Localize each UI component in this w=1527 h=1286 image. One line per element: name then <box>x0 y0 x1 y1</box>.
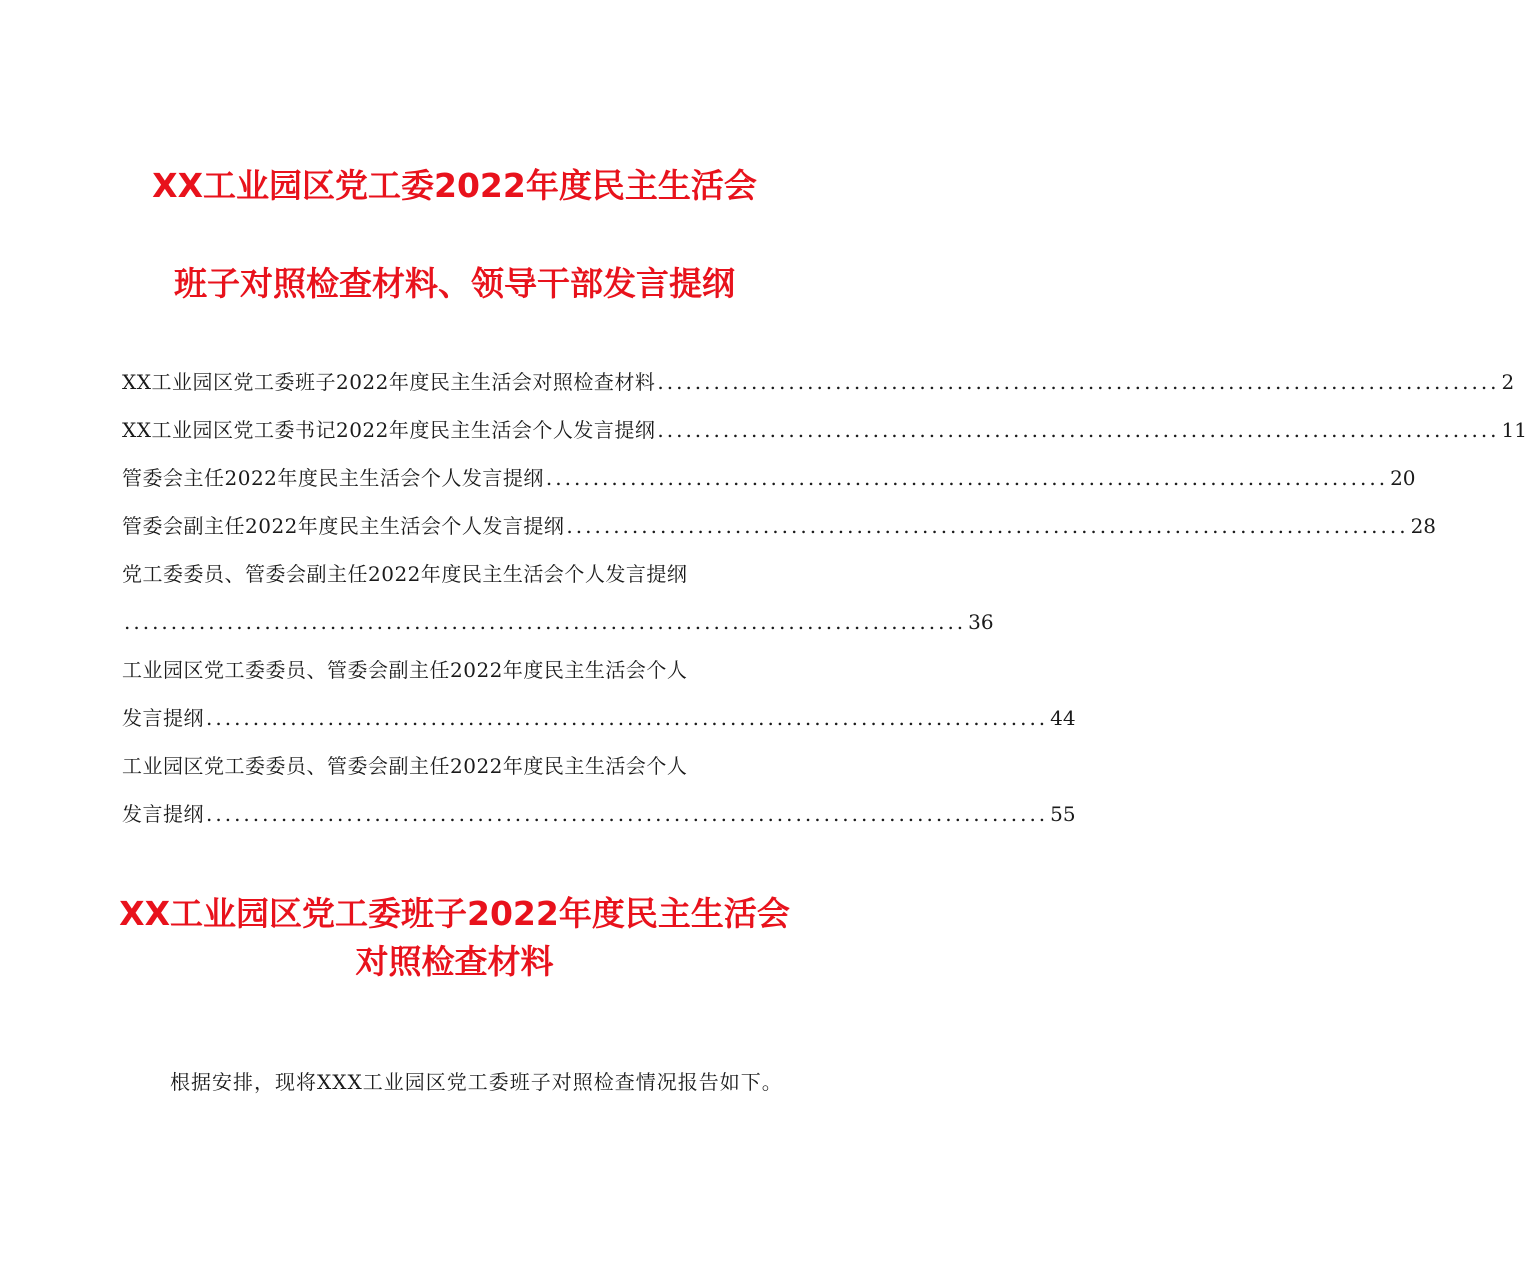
toc-entry-text: 工业园区党工委委员、管委会副主任2022年度民主生活会个人 <box>122 754 688 778</box>
toc-page-number: 44 <box>1050 706 1076 730</box>
document-title-line-1: XX工业园区党工委2022年度民主生活会 <box>152 166 757 205</box>
toc-entry-text: 党工委委员、管委会副主任2022年度民主生活会个人发言提纲 <box>122 562 688 586</box>
toc-entry-continued[interactable] <box>122 602 994 650</box>
toc-entry-text: 管委会副主任2022年度民主生活会个人发言提纲 <box>122 514 565 538</box>
table-of-contents <box>122 362 1527 842</box>
toc-page-number: 2 <box>1501 370 1515 394</box>
toc-page-number: 36 <box>968 610 994 634</box>
toc-page-number: 28 <box>1410 514 1437 538</box>
toc-leader-dots: .......................................................................................... <box>545 466 1389 490</box>
toc-entry-text: 发言提纲 <box>122 706 204 730</box>
toc-entry-text: 工业园区党工委委员、管委会副主任2022年度民主生活会个人 <box>122 658 688 682</box>
toc-entry[interactable] <box>122 650 798 698</box>
toc-page-number: 55 <box>1050 802 1076 826</box>
toc-page-number: 20 <box>1390 466 1416 490</box>
toc-entry[interactable] <box>122 746 798 794</box>
toc-entry[interactable] <box>122 362 1515 410</box>
document-title-line-2: 班子对照检查材料、领导干部发言提纲 <box>174 264 735 303</box>
toc-entry-continued[interactable] <box>122 698 1076 746</box>
toc-entry[interactable] <box>122 506 1437 554</box>
toc-entry[interactable] <box>122 554 798 602</box>
toc-leader-dots: .......................................................................................... <box>657 370 1500 394</box>
body-paragraph: 根据安排，现将XXX工业园区党工委班子对照检查情况报告如下。 <box>170 1070 783 1094</box>
toc-entry-continued[interactable] <box>122 794 1076 842</box>
toc-leader-dots: .......................................................................................... <box>206 802 1049 826</box>
toc-entry[interactable] <box>122 458 1416 506</box>
toc-leader-dots: .......................................................................................... <box>206 706 1049 730</box>
toc-entry-text: 管委会主任2022年度民主生活会个人发言提纲 <box>122 466 544 490</box>
toc-page-number: 11 <box>1501 418 1527 442</box>
toc-entry-text: 发言提纲 <box>122 802 204 826</box>
toc-leader-dots: .......................................................................................... <box>124 610 967 634</box>
toc-leader-dots: .......................................................................................... <box>566 514 1409 538</box>
toc-entry[interactable] <box>122 410 1527 458</box>
section-title-line-2: 对照检查材料 <box>355 942 554 981</box>
toc-entry-text: XX工业园区党工委班子2022年度民主生活会对照检查材料 <box>122 370 656 394</box>
toc-entry-text: XX工业园区党工委书记2022年度民主生活会个人发言提纲 <box>122 418 656 442</box>
toc-leader-dots: .......................................................................................... <box>657 418 1500 442</box>
section-title-line-1: XX工业园区党工委班子2022年度民主生活会 <box>119 894 790 933</box>
